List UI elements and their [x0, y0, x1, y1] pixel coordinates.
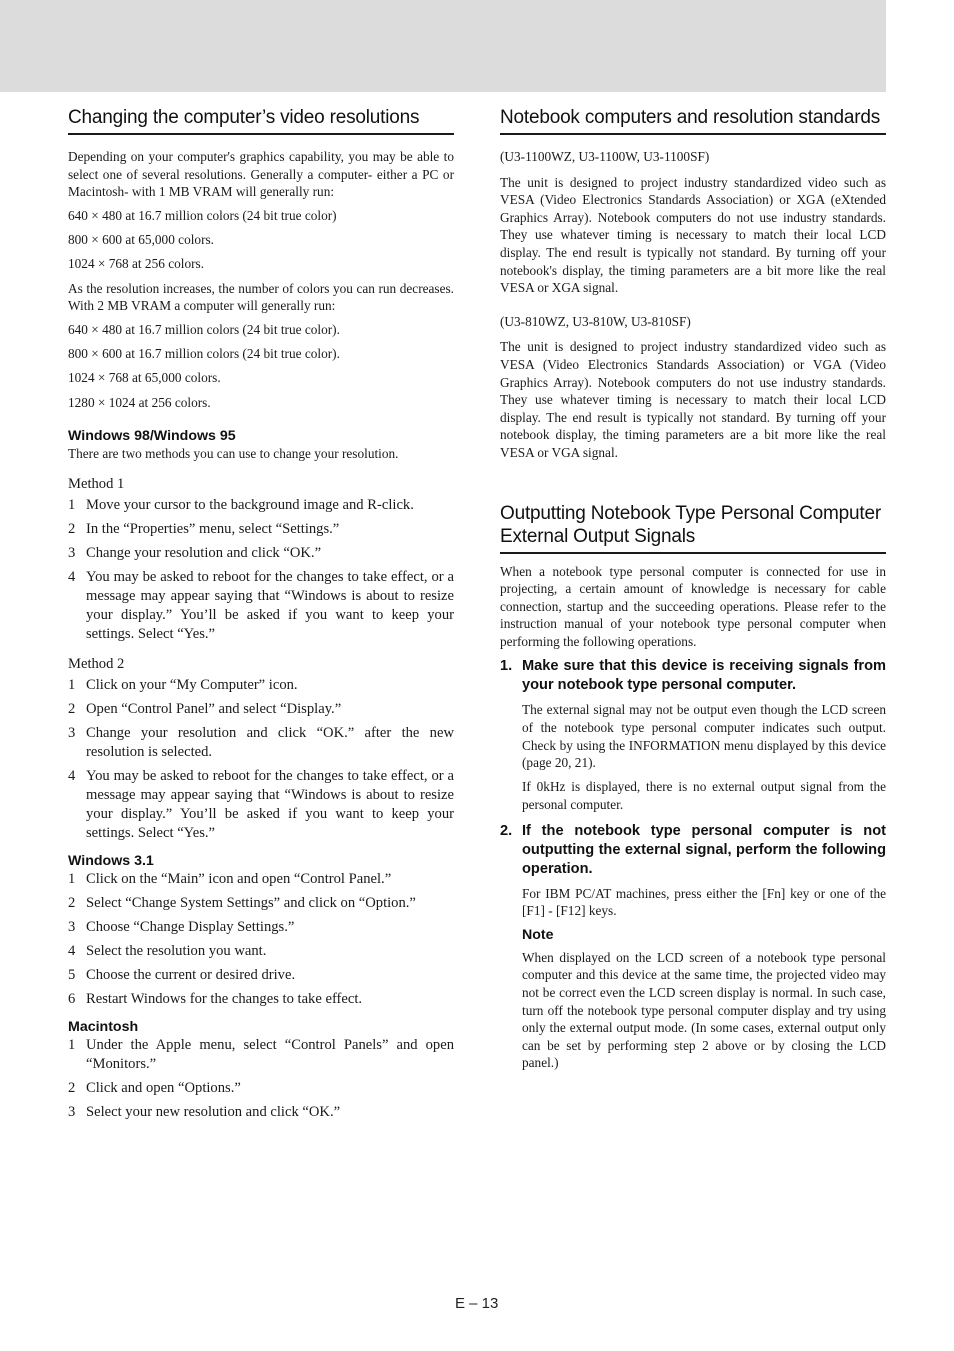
windows-31-heading: Windows 3.1 — [68, 852, 154, 869]
resolution-line: 1024 × 768 at 65,000 colors. — [68, 370, 221, 386]
list-item: 2 Open “Control Panel” and select “Display.” — [68, 700, 342, 717]
list-item: 3 Select your new resolution and click “OK.” — [68, 1103, 341, 1120]
method-1-label: Method 1 — [68, 475, 125, 492]
notebook-paragraph: The unit is designed to project industry standardized video such as VESA (Video Electronics Standards Association) or VGA (Video Graphics Array). Notebook computers do not use industry standards. They use whatever timing is necessary to match their local LCD display. The end result is typically not standard. By turning off your notebook display, the timing parameters are a bit more like the real VESA or VGA signal. — [500, 339, 886, 460]
list-item: 3 Change your resolution and click “OK.” after the new resolution is selected. — [68, 724, 454, 760]
list-item: 2 In the “Properties” menu, select “Settings.” — [68, 520, 340, 537]
resolution-line: 640 × 480 at 16.7 million colors (24 bit true color) — [68, 208, 337, 224]
page-number: E – 13 — [455, 1295, 499, 1312]
model-list: (U3-810WZ, U3-810W, U3-810SF) — [500, 313, 691, 329]
windows-98-heading: Windows 98/Windows 95 — [68, 428, 236, 445]
method-2-label: Method 2 — [68, 655, 125, 672]
list-item: 5 Choose the current or desired drive. — [68, 966, 296, 983]
step-1-paragraph: The external signal may not be output even though the LCD screen of the notebook type personal computer indicates such output. Check by using the INFORMATION menu displayed by this device (page 20, 21). — [522, 702, 886, 771]
section-title-video-resolutions: Changing the computer’s video resolutions — [68, 106, 454, 135]
list-item: 4 You may be asked to reboot for the changes to take effect, or a message may appear saying that “Windows is about to resize your display.” You’ll be asked if you want to keep your settings. Select “Yes.” — [68, 568, 454, 642]
resolution-line: 640 × 480 at 16.7 million colors (24 bit true color). — [68, 322, 340, 338]
step-2-paragraph: For IBM PC/AT machines, press either the [Fn] key or one of the [F1] - [F12] keys. — [522, 885, 886, 919]
step-2-heading: 2. If the notebook type personal computer is not outputting the external signal, perform the following operation. — [500, 822, 886, 877]
list-item: 2 Select “Change System Settings” and click on “Option.” — [68, 894, 416, 911]
windows-31-steps — [68, 870, 454, 1009]
model-list: (U3-1100WZ, U3-1100W, U3-1100SF) — [500, 149, 710, 164]
section-title-external-output: Outputting Notebook Type Personal Computer External Output Signals — [500, 502, 886, 554]
right-column — [500, 106, 886, 1072]
macintosh-heading: Macintosh — [68, 1018, 139, 1035]
resolution-line: 1280 × 1024 at 256 colors. — [68, 394, 211, 410]
list-item: 2 Click and open “Options.” — [68, 1079, 241, 1096]
notebook-paragraph: The unit is designed to project industry standardized video such as VESA (Video Electronics Standards Association) or XGA (eXtended Graphics Array). Notebook computers do not use industry standards. They use whatever timing is necessary to match their local LCD display. The end result is typically not standard. By turning off your notebook's display, the timing parameters are a bit more like the real VESA or XGA signal. — [500, 174, 886, 296]
output-intro: When a notebook type personal computer is connected for use in projecting, a certain amount of knowledge is necessary for cable connection, startup and the succeeding operations. Please refer to the instruction manual of your notebook type personal computer when performing the following operations. — [500, 563, 886, 649]
section-title-notebook-standards: Notebook computers and resolution standards — [500, 106, 886, 135]
list-item: 3 Choose “Change Display Settings.” — [68, 918, 295, 935]
list-item: 3 Change your resolution and click “OK.” — [68, 544, 322, 561]
list-item: 1 Click on your “My Computer” icon. — [68, 676, 298, 693]
macintosh-steps — [68, 1036, 454, 1122]
intro-paragraph: Depending on your computer's graphics capability, you may be able to select one of several resolutions. Generally a computer- either a PC or Macintosh- with 1 MB VRAM will generally run: — [68, 149, 454, 200]
note-paragraph: When displayed on the LCD screen of a notebook type personal computer and this device at the same time, the projected video may not be correct even the LCD screen display is normal. In such case, turn off the notebook type personal computer display and try using only the external output mode. (In some cases, external output only can be set by performing step 2 above or by closing the LCD panel.) — [522, 949, 886, 1071]
list-item: 1 Under the Apple menu, select “Control Panels” and open “Monitors.” — [68, 1036, 454, 1072]
left-column — [68, 106, 454, 1127]
method-1-steps — [68, 496, 454, 644]
resolution-line: 800 × 600 at 16.7 million colors (24 bit true color). — [68, 346, 340, 362]
list-item: 1 Click on the “Main” icon and open “Control Panel.” — [68, 870, 392, 887]
resolution-line: 800 × 600 at 65,000 colors. — [68, 232, 214, 248]
list-item: 6 Restart Windows for the changes to take effect. — [68, 990, 363, 1007]
list-item: 4 Select the resolution you want. — [68, 942, 267, 959]
list-item: 1 Move your cursor to the background image and R-click. — [68, 496, 414, 513]
note-label: Note — [522, 926, 554, 943]
step-1-paragraph: If 0kHz is displayed, there is no external output signal from the personal computer. — [522, 779, 886, 812]
step-1-heading: 1. Make sure that this device is receiving signals from your notebook type personal computer. — [500, 658, 886, 694]
header-band — [0, 0, 886, 92]
resolution-increase-paragraph: As the resolution increases, the number of colors you can run decreases. With 2 MB VRAM a computer will generally run: — [68, 280, 454, 314]
windows-98-intro: There are two methods you can use to change your resolution. — [68, 446, 399, 462]
method-2-steps — [68, 676, 454, 843]
list-item: 4 You may be asked to reboot for the changes to take effect, or a message may appear saying that “Windows is about to resize your display.” You’ll be asked if you want to keep your settings. Select “Yes.” — [68, 767, 454, 841]
resolution-line: 1024 × 768 at 256 colors. — [68, 256, 205, 272]
